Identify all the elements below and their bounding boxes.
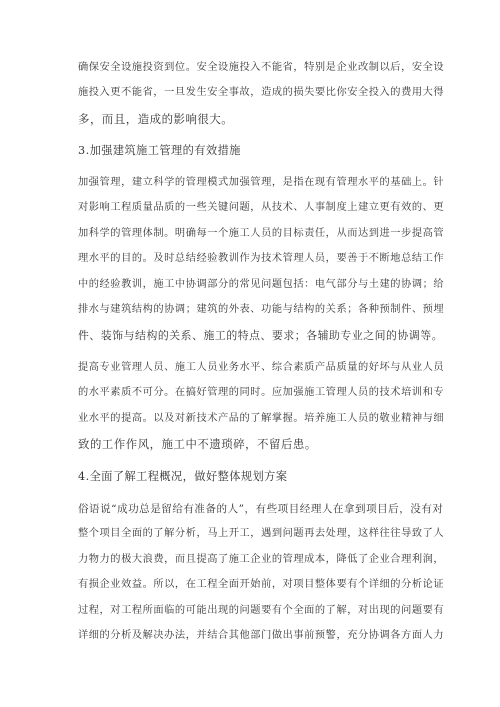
- paragraph-line: 排水与建筑结构的协调；建筑的外表、功能与结构的关系；各种预制件、预埋: [78, 304, 445, 315]
- paragraph-line: 致的工作作风，施工中不遗琐碎，不留后患。: [78, 437, 317, 451]
- paragraph-line: 确保安全设施投资到位。安全设施投入不能省，特别是企业改制以后，安全设: [78, 62, 445, 73]
- paragraph-line: 件、装饰与结构的关系、施工的特点、要求；各辅助专业之间的协调等。: [78, 329, 444, 342]
- paragraph-line: 加科学的管理体制。明确每一个施工人员的目标责任，从而达到进一步提高管: [78, 228, 445, 239]
- paragraph-line: 有损企业效益。所以，在工程全面开始前，对项目整体要有个详细的分析论证: [78, 579, 445, 590]
- paragraph-line: 多，而且，造成的影响很大。: [78, 112, 234, 126]
- paragraph-line: 施投入更不能省，一旦发生安全事故，造成的损失要比你安全投入的费用大得: [78, 87, 445, 98]
- paragraph-line: 业水平的提高。以及对新技术产品的了解掌握。培养施工人员的敬业精神与细: [78, 413, 445, 424]
- section-heading-3: 3.加强建筑施工管理的有效措施: [78, 144, 241, 157]
- paragraph-line: 加强管理，建立科学的管理模式加强管理，是指在现有管理水平的基础上。针: [78, 177, 445, 188]
- paragraph-line: 俗语说“成功总是留给有准备的人”，有些项目经理人在拿到项目后，没有对: [78, 503, 444, 515]
- paragraph-line: 提高专业管理人员、施工人员业务水平、综合素质产品质量的好坏与从业人员: [78, 362, 445, 373]
- section-heading-4: 4.全面了解工程概况，做好整体规划方案: [78, 470, 288, 483]
- paragraph-line: 整个项目全面的了解分析，马上开工，遇到问题再去处理，这样往往导致了人: [78, 528, 445, 539]
- paragraph-line: 对影响工程质量品质的一些关键问题，从技术、人事制度上建立更有效的、更: [78, 202, 445, 213]
- paragraph-line: 理水平的目的。及时总结经验教训作为技术管理人员，要善于不断地总结工作: [78, 253, 445, 264]
- paragraph-line: 力物力的极大浪费，而且提高了施工企业的管理成本，降低了企业合理利润，: [78, 554, 445, 565]
- paragraph-line: 详细的分析及解决办法，并结合其他部门做出事前预警，充分协调各方面人力: [78, 630, 445, 641]
- paragraph-line: 过程，对工程所面临的可能出现的问题要有个全面的了解，对出现的问题要有: [78, 605, 445, 616]
- paragraph-line: 的水平素质不可分。在搞好管理的同时。应加强施工管理人员的技术培训和专: [78, 387, 445, 398]
- paragraph-line: 中的经验教训，施工中协调部分的常见问题包括：电气部分与土建的协调；给: [78, 279, 445, 290]
